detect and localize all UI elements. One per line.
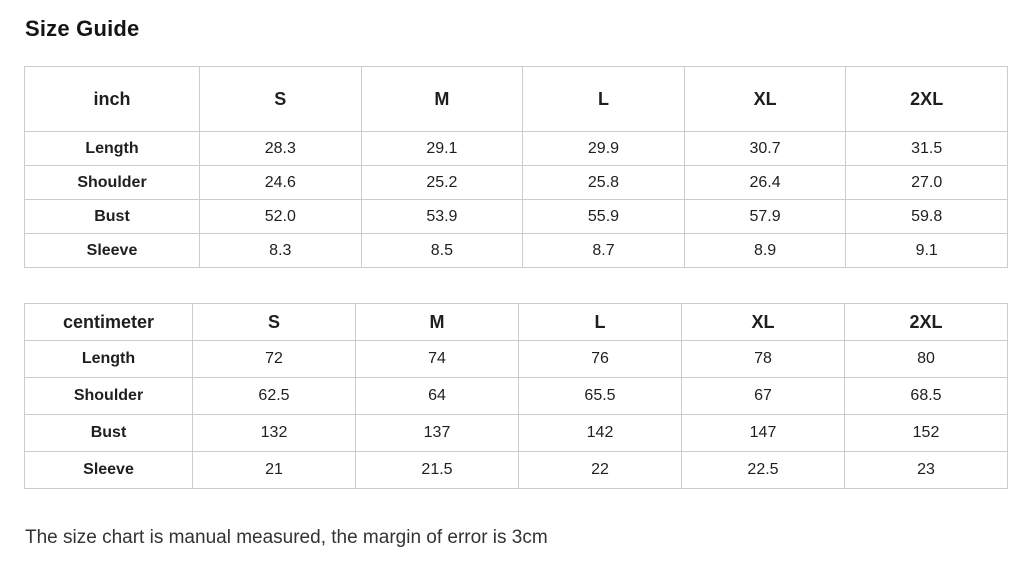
- row-label-shoulder: Shoulder: [25, 378, 193, 415]
- cell-sleeve-xl: 8.9: [684, 234, 846, 268]
- cell-length-2xl: 31.5: [846, 132, 1008, 166]
- inch-row-shoulder: [25, 166, 1008, 200]
- cell-sleeve-s: 8.3: [200, 234, 362, 268]
- row-label-length: Length: [25, 132, 200, 166]
- cm-row-shoulder: [25, 378, 1008, 415]
- cm-size-header-s: S: [193, 304, 356, 341]
- cell-length-xl: 78: [682, 341, 845, 378]
- cell-sleeve-s: 21: [193, 452, 356, 489]
- row-label-shoulder: Shoulder: [25, 166, 200, 200]
- measurement-footnote: The size chart is manual measured, the margin of error is 3cm: [25, 527, 548, 548]
- row-label-sleeve: Sleeve: [25, 452, 193, 489]
- cell-bust-s: 132: [193, 415, 356, 452]
- cell-length-s: 28.3: [200, 132, 362, 166]
- cell-bust-l: 55.9: [523, 200, 685, 234]
- size-table-centimeter: [24, 303, 1008, 489]
- cm-size-header-m: M: [356, 304, 519, 341]
- row-label-sleeve: Sleeve: [25, 234, 200, 268]
- cm-header-row: [25, 304, 1008, 341]
- cm-size-header-2xl: 2XL: [845, 304, 1008, 341]
- cell-length-l: 29.9: [523, 132, 685, 166]
- cell-bust-m: 137: [356, 415, 519, 452]
- cell-sleeve-l: 8.7: [523, 234, 685, 268]
- cell-shoulder-m: 64: [356, 378, 519, 415]
- inch-header-row: [25, 67, 1008, 132]
- cell-shoulder-xl: 26.4: [684, 166, 846, 200]
- inch-row-sleeve: [25, 234, 1008, 268]
- size-table-inch: [24, 66, 1008, 268]
- cm-size-header-l: L: [519, 304, 682, 341]
- inch-size-header-l: L: [523, 67, 685, 132]
- cm-unit-header: centimeter: [25, 304, 193, 341]
- inch-size-header-2xl: 2XL: [846, 67, 1008, 132]
- cell-shoulder-l: 65.5: [519, 378, 682, 415]
- cell-length-l: 76: [519, 341, 682, 378]
- cm-row-sleeve: [25, 452, 1008, 489]
- cell-bust-xl: 147: [682, 415, 845, 452]
- cell-shoulder-2xl: 68.5: [845, 378, 1008, 415]
- cell-sleeve-2xl: 9.1: [846, 234, 1008, 268]
- cm-row-length: [25, 341, 1008, 378]
- cell-length-m: 74: [356, 341, 519, 378]
- cell-bust-l: 142: [519, 415, 682, 452]
- cell-sleeve-xl: 22.5: [682, 452, 845, 489]
- cell-sleeve-m: 21.5: [356, 452, 519, 489]
- cell-bust-s: 52.0: [200, 200, 362, 234]
- cell-sleeve-m: 8.5: [361, 234, 523, 268]
- cm-row-bust: [25, 415, 1008, 452]
- cell-bust-m: 53.9: [361, 200, 523, 234]
- cell-shoulder-s: 62.5: [193, 378, 356, 415]
- inch-unit-header: inch: [25, 67, 200, 132]
- row-label-length: Length: [25, 341, 193, 378]
- cell-bust-2xl: 59.8: [846, 200, 1008, 234]
- cell-shoulder-m: 25.2: [361, 166, 523, 200]
- cell-length-s: 72: [193, 341, 356, 378]
- cm-size-header-xl: XL: [682, 304, 845, 341]
- cell-shoulder-xl: 67: [682, 378, 845, 415]
- cell-shoulder-2xl: 27.0: [846, 166, 1008, 200]
- cell-sleeve-2xl: 23: [845, 452, 1008, 489]
- cell-length-xl: 30.7: [684, 132, 846, 166]
- cell-sleeve-l: 22: [519, 452, 682, 489]
- cell-length-2xl: 80: [845, 341, 1008, 378]
- cell-bust-2xl: 152: [845, 415, 1008, 452]
- inch-size-header-m: M: [361, 67, 523, 132]
- page-title: Size Guide: [25, 16, 140, 41]
- row-label-bust: Bust: [25, 415, 193, 452]
- row-label-bust: Bust: [25, 200, 200, 234]
- cell-bust-xl: 57.9: [684, 200, 846, 234]
- inch-row-bust: [25, 200, 1008, 234]
- inch-size-header-xl: XL: [684, 67, 846, 132]
- cell-shoulder-l: 25.8: [523, 166, 685, 200]
- inch-size-header-s: S: [200, 67, 362, 132]
- cell-length-m: 29.1: [361, 132, 523, 166]
- inch-row-length: [25, 132, 1008, 166]
- cell-shoulder-s: 24.6: [200, 166, 362, 200]
